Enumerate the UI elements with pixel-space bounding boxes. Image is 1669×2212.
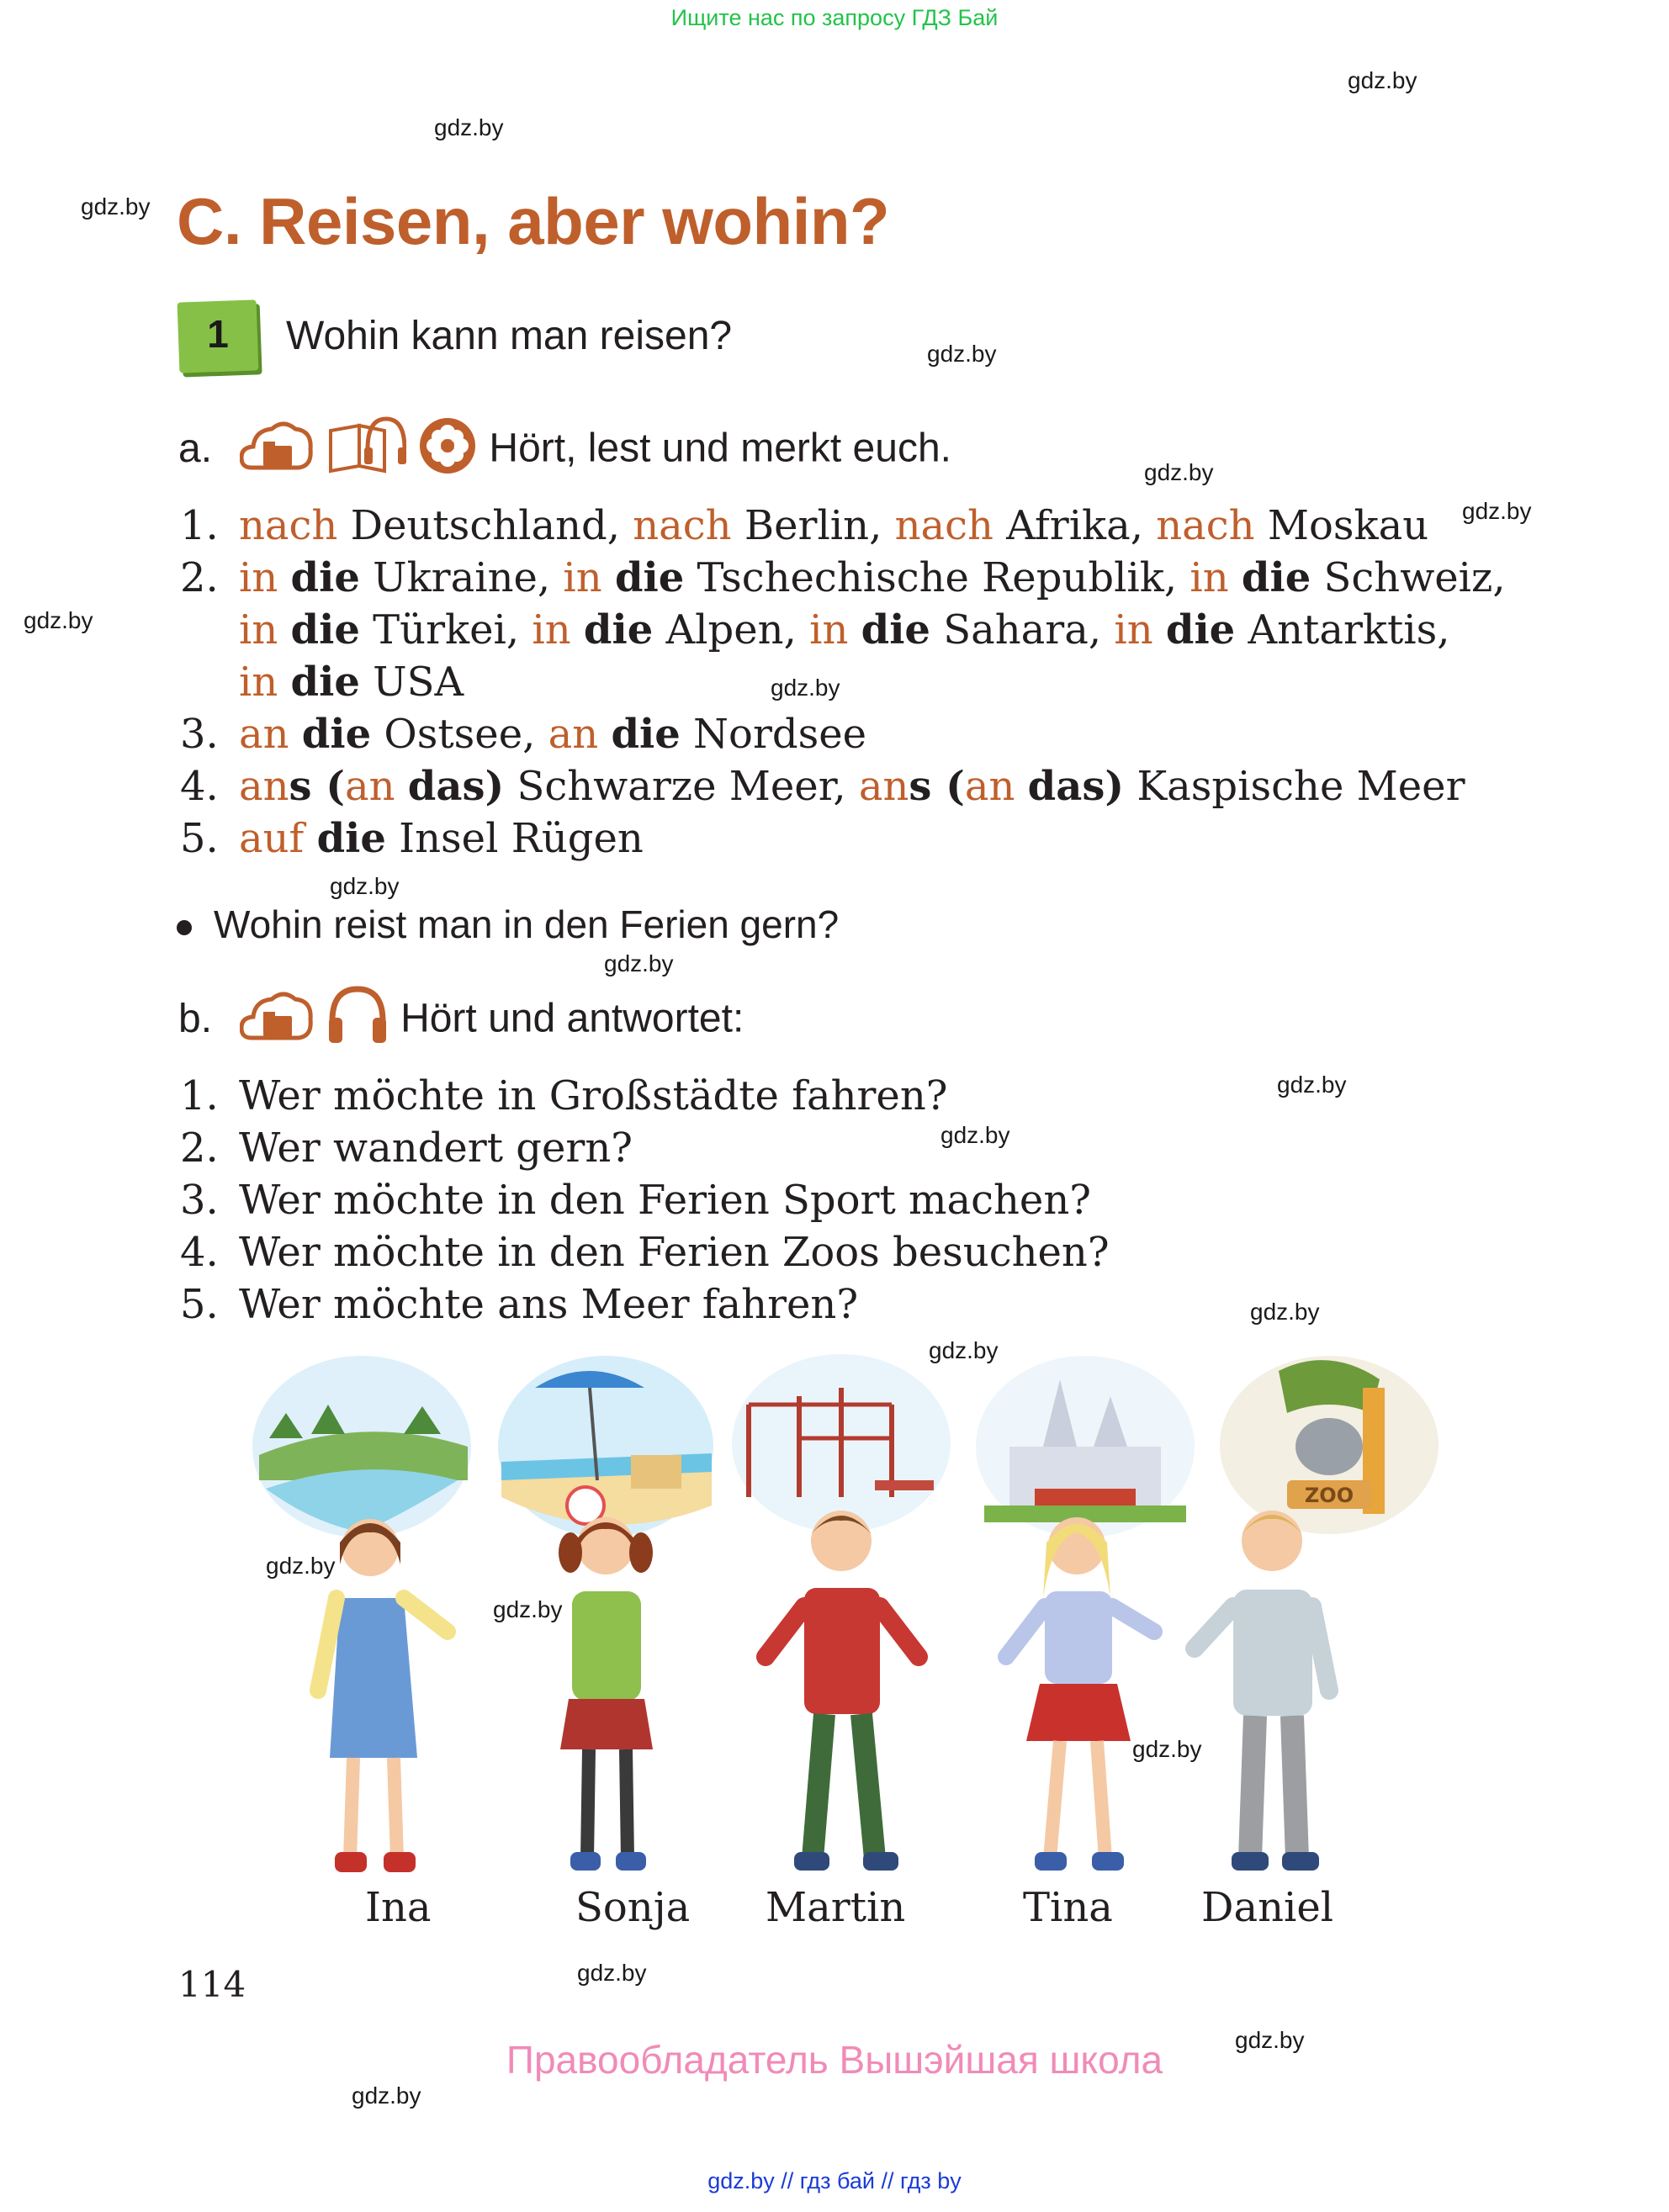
question-item: 1. Wer möchte in Großstädte fahren? <box>180 1072 948 1119</box>
children-illustration <box>236 1354 1464 1884</box>
list-item: 3. an die Ostsee, an die Nordsee <box>180 711 867 758</box>
zoo-bubble <box>1220 1356 1439 1534</box>
flower-icon[interactable] <box>417 415 478 486</box>
question-item: 4. Wer möchte in den Ferien Zoos besuchen? <box>180 1229 1110 1276</box>
prepositions-list <box>180 500 1560 865</box>
watermark: gdz.by <box>1132 1736 1202 1762</box>
footer-links[interactable]: gdz.by // гдз бай // гдз by <box>707 2168 962 2193</box>
questions-list <box>180 1070 1358 1331</box>
city-bubble <box>976 1356 1195 1537</box>
list-item: 2. in die Ukraine, in die Tschechische Republik, in die Schweiz, <box>180 554 1506 601</box>
watermark: gdz.by <box>1235 2027 1305 2053</box>
watermark: gdz.by <box>929 1337 999 1363</box>
watermark: gdz.by <box>266 1553 336 1579</box>
page-number: 114 <box>178 1964 246 2005</box>
book-headphones-icon[interactable] <box>326 415 406 486</box>
name-ina: Ina <box>365 1884 432 1931</box>
exercise-number: 1 <box>207 312 229 356</box>
list-item: 1. nach Deutschland, nach Berlin, nach Afrika, nach Moskau <box>180 502 1429 549</box>
name-tina: Tina <box>1023 1884 1113 1931</box>
name-sonja: Sonja <box>575 1884 691 1931</box>
part-a-label: a. <box>178 426 213 471</box>
watermark: gdz.by <box>1250 1299 1320 1325</box>
list-item-continued: in die Türkei, in die Alpen, in die Sahara, in die Antarktis, <box>239 606 1450 654</box>
headphones-icon[interactable] <box>326 984 389 1058</box>
watermark: gdz.by <box>1277 1072 1347 1098</box>
part-a-header <box>178 415 951 486</box>
tina-figure <box>1006 1517 1154 1871</box>
watermark: gdz.by <box>927 341 997 367</box>
watermark: gdz.by <box>1462 498 1532 524</box>
watermark: gdz.by <box>81 193 151 220</box>
top-banner: Ищите нас по запросу ГДЗ Бай <box>670 5 999 30</box>
watermark: gdz.by <box>577 1960 647 1986</box>
list-item: 4. ans (an das) Schwarze Meer, ans (an das) Kaspische Meer <box>180 763 1465 810</box>
name-daniel: Daniel <box>1201 1884 1334 1931</box>
sonja-figure <box>559 1517 653 1871</box>
watermark: gdz.by <box>24 607 93 633</box>
exercise-title: Wohin kann man reisen? <box>286 314 733 358</box>
watermark: gdz.by <box>330 873 400 899</box>
rights-holder: Правообладатель Вышэйшая школа <box>506 2038 1163 2082</box>
watermark: gdz.by <box>352 2082 421 2109</box>
section-title: C. Reisen, aber wohin? <box>177 184 890 258</box>
part-b-label: b. <box>178 996 213 1041</box>
watermark: gdz.by <box>771 675 840 701</box>
watermark: gdz.by <box>1144 459 1214 485</box>
watermark: gdz.by <box>434 114 504 140</box>
ina-figure <box>318 1519 448 1872</box>
question-item: 2. Wer wandert gern? <box>180 1125 633 1172</box>
question-item: 5. Wer möchte ans Meer fahren? <box>180 1281 859 1328</box>
watermark: gdz.by <box>1348 67 1417 93</box>
beach-bubble <box>498 1356 713 1537</box>
watermark: gdz.by <box>493 1596 563 1622</box>
zoo-sign: ZOO <box>1304 1484 1354 1507</box>
part-b-instruction: Hört und antwortet: <box>400 996 744 1041</box>
watermark: gdz.by <box>604 950 674 976</box>
list-item-continued: in die USA <box>239 659 464 706</box>
question-item: 3. Wer möchte in den Ferien Sport machen? <box>180 1177 1091 1224</box>
martin-figure <box>766 1511 919 1871</box>
part-a-instruction: Hört, lest und merkt euch. <box>489 426 951 471</box>
part-b-header <box>178 984 744 1058</box>
daniel-figure <box>1195 1511 1329 1871</box>
nature-bubble <box>252 1356 471 1537</box>
cloud-folder-icon[interactable] <box>240 415 314 486</box>
name-martin: Martin <box>766 1884 906 1931</box>
sport-bubble <box>732 1354 951 1532</box>
watermark: gdz.by <box>940 1122 1010 1148</box>
cloud-folder-icon[interactable] <box>240 986 314 1056</box>
bullet-question: Wohin reist man in den Ferien gern? <box>177 902 839 947</box>
list-item: 5. auf die Insel Rügen <box>180 815 644 862</box>
bullet-dot <box>177 920 192 935</box>
